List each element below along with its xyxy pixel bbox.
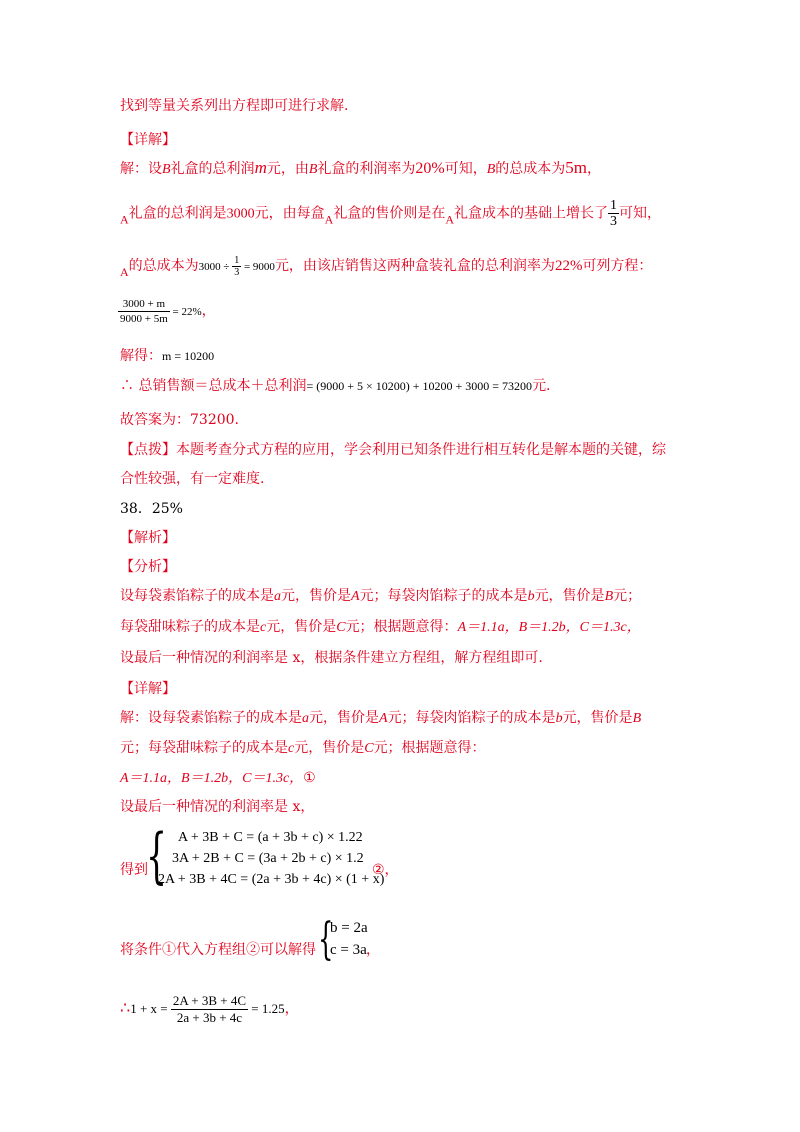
equation: b = 2a xyxy=(330,920,368,936)
text: 38．25% xyxy=(120,501,183,517)
detail-tag xyxy=(120,679,176,699)
math: 3000 ÷ xyxy=(198,261,233,273)
text-line: 设每袋素馅粽子的成本是a元，售价是A元；每袋肉馅粽子的成本是b元，售价是B元； xyxy=(120,588,642,604)
math: m = 10200 xyxy=(162,349,215,363)
text: 元；每袋甜味粽子的成本是 xyxy=(120,740,288,756)
text: 每袋甜味粽子的成本是 xyxy=(120,619,260,635)
text: 可列方程： xyxy=(582,258,653,274)
text-line xyxy=(120,469,264,489)
text: 得到 xyxy=(120,862,148,878)
text: 元；每袋肉馅粽子的成本是 xyxy=(359,588,528,604)
text: 元，由 xyxy=(266,161,309,177)
equation: 2A + 3B + 4C = (2a + 3b + 4c) × (1 + x) xyxy=(158,872,385,887)
text-line: 解：设每袋素馅粽子的成本是a元，售价是A元；每袋肉馅粽子的成本是b元，售价是B xyxy=(120,710,642,726)
text: 【点拨】 xyxy=(120,442,176,458)
text: ， xyxy=(201,303,216,319)
text: 设每袋素馅粽子的成本是 xyxy=(120,588,274,604)
text-line: 元；每袋甜味粽子的成本是c元，售价是C元；根据题意得： xyxy=(120,740,486,756)
text-line xyxy=(120,797,314,817)
text: 【详解】 xyxy=(120,132,176,148)
text: 元；根据题意得： xyxy=(373,740,486,756)
text: 元，售价是 xyxy=(534,588,605,604)
text: 元，售价是 xyxy=(294,740,365,756)
text: 礼盒的利润率为 xyxy=(317,161,416,177)
text: 礼盒的售价则是在 xyxy=(333,205,446,222)
text-line: 每袋甜味粽子的成本是c元，售价是C元；根据题意得：A＝1.1a，B＝1.2b，C＝1.3c， xyxy=(120,619,641,635)
text: 本题考查分式方程的应用，学会利用已知条件进行相互转化是解本题的关键，综 xyxy=(176,442,666,458)
text-line xyxy=(120,860,148,880)
detail-tag xyxy=(120,130,176,150)
text: 的总成本为 xyxy=(128,258,199,274)
math: A xyxy=(120,212,129,227)
equation: A + 3B + C = (a + 3b + c) × 1.22 xyxy=(178,830,363,845)
math: = (9000 + 5 × 10200) + 10200 + 3000 = 73200 xyxy=(306,379,533,393)
text: 【解析】 xyxy=(120,530,176,546)
text-line: A＝1.1a，B＝1.2b，C＝1.3c，① xyxy=(120,770,316,786)
text-line xyxy=(366,940,380,960)
text: 礼盒成本的基础上增长了 xyxy=(454,205,609,222)
text-line xyxy=(120,648,543,668)
math: = 9000 xyxy=(241,261,275,273)
analysis-tag xyxy=(120,557,176,577)
fraction: $\frac{3000 + m}{9000 + 5m}$ xyxy=(120,297,168,325)
text: 找到等量关系列出方程即可进行求解. xyxy=(120,98,349,114)
equation: c = 3a xyxy=(330,942,367,958)
text: 设最后一种情况的利润率是 x， xyxy=(120,799,315,815)
text: 元； xyxy=(613,588,642,604)
text-line xyxy=(120,96,348,116)
text-line xyxy=(120,346,214,366)
text-line xyxy=(372,860,399,880)
text-line xyxy=(120,410,239,430)
text: 【详解】 xyxy=(120,681,176,697)
text: 元；根据题意得： xyxy=(345,619,458,635)
math: = 22% xyxy=(169,306,202,318)
fraction: $\frac{1}{3}$ xyxy=(610,198,618,229)
text: 可知， xyxy=(444,161,487,177)
parse-tag xyxy=(120,528,176,548)
text-line xyxy=(120,376,551,396)
text-line xyxy=(120,252,652,286)
question-number xyxy=(120,499,183,519)
text: 礼盒的总利润 xyxy=(170,161,255,177)
equation: 3A + 2B + C = (3a + 2b + c) × 1.2 xyxy=(172,851,364,866)
text: 的总成本为 xyxy=(495,161,566,177)
math: B xyxy=(308,162,318,177)
text: ②， xyxy=(372,862,399,878)
text: ， xyxy=(366,942,380,958)
text: 设最后一种情况的利润率是 x，根据条件建立方程组，解方程组即可. xyxy=(120,650,543,666)
math: B xyxy=(162,162,171,177)
math: 22% xyxy=(554,258,583,274)
math: 5m xyxy=(565,158,588,177)
text: 元；每袋肉馅粽子的成本是 xyxy=(387,710,556,726)
text: 可知， xyxy=(619,205,662,222)
text: 将条件①代入方程组②可以解得 xyxy=(120,942,316,958)
text: 元，售价是 xyxy=(281,588,351,604)
text: 元，由该店销售这两种盒装礼盒的总利润率为 xyxy=(274,258,555,274)
brace: { xyxy=(318,914,334,965)
text: 故答案为：73200. xyxy=(120,412,239,428)
text: 解得： xyxy=(120,348,162,364)
text: 【分析】 xyxy=(120,559,176,575)
text: 解：设 xyxy=(120,161,162,177)
math: A xyxy=(324,212,334,227)
text-line xyxy=(120,940,316,960)
fraction: $\frac{2A + 3B + 4C}{2a + 3b + 4c}$ xyxy=(172,992,247,1025)
math: B xyxy=(486,162,496,177)
text: 元. xyxy=(532,378,551,394)
fraction: $\frac{1}{3}$ xyxy=(234,254,240,278)
text: 解：设每袋素馅粽子的成本是 xyxy=(120,710,302,726)
text-line xyxy=(120,198,661,234)
equation xyxy=(118,294,216,329)
text: 元，售价是 xyxy=(266,619,337,635)
text-line: 解：设B礼盒的总利润m元，由B礼盒的利润率为20%可知，B的总成本为5m， xyxy=(120,158,602,177)
text: ∴ 总销售额＝总成本＋总利润 xyxy=(120,378,307,394)
text: 3000 xyxy=(226,206,255,222)
math: A xyxy=(445,212,455,227)
text: 元，售价是 xyxy=(562,710,633,726)
text: 合性较强，有一定难度. xyxy=(120,471,265,487)
text-line xyxy=(120,440,666,460)
text: 元，由每盒 xyxy=(254,205,325,222)
text: 礼盒的总利润是 xyxy=(128,205,227,222)
math: 20% xyxy=(415,160,445,177)
equation: ∴1 + x = $\frac{2A + 3B + 4C}{2a + 3b + 4c}$ = 1.25， xyxy=(120,992,299,1025)
math: A xyxy=(120,265,129,279)
math: m xyxy=(254,158,267,177)
text: ① xyxy=(303,770,316,786)
text: 元，售价是 xyxy=(309,710,379,726)
brace: { xyxy=(146,821,168,891)
